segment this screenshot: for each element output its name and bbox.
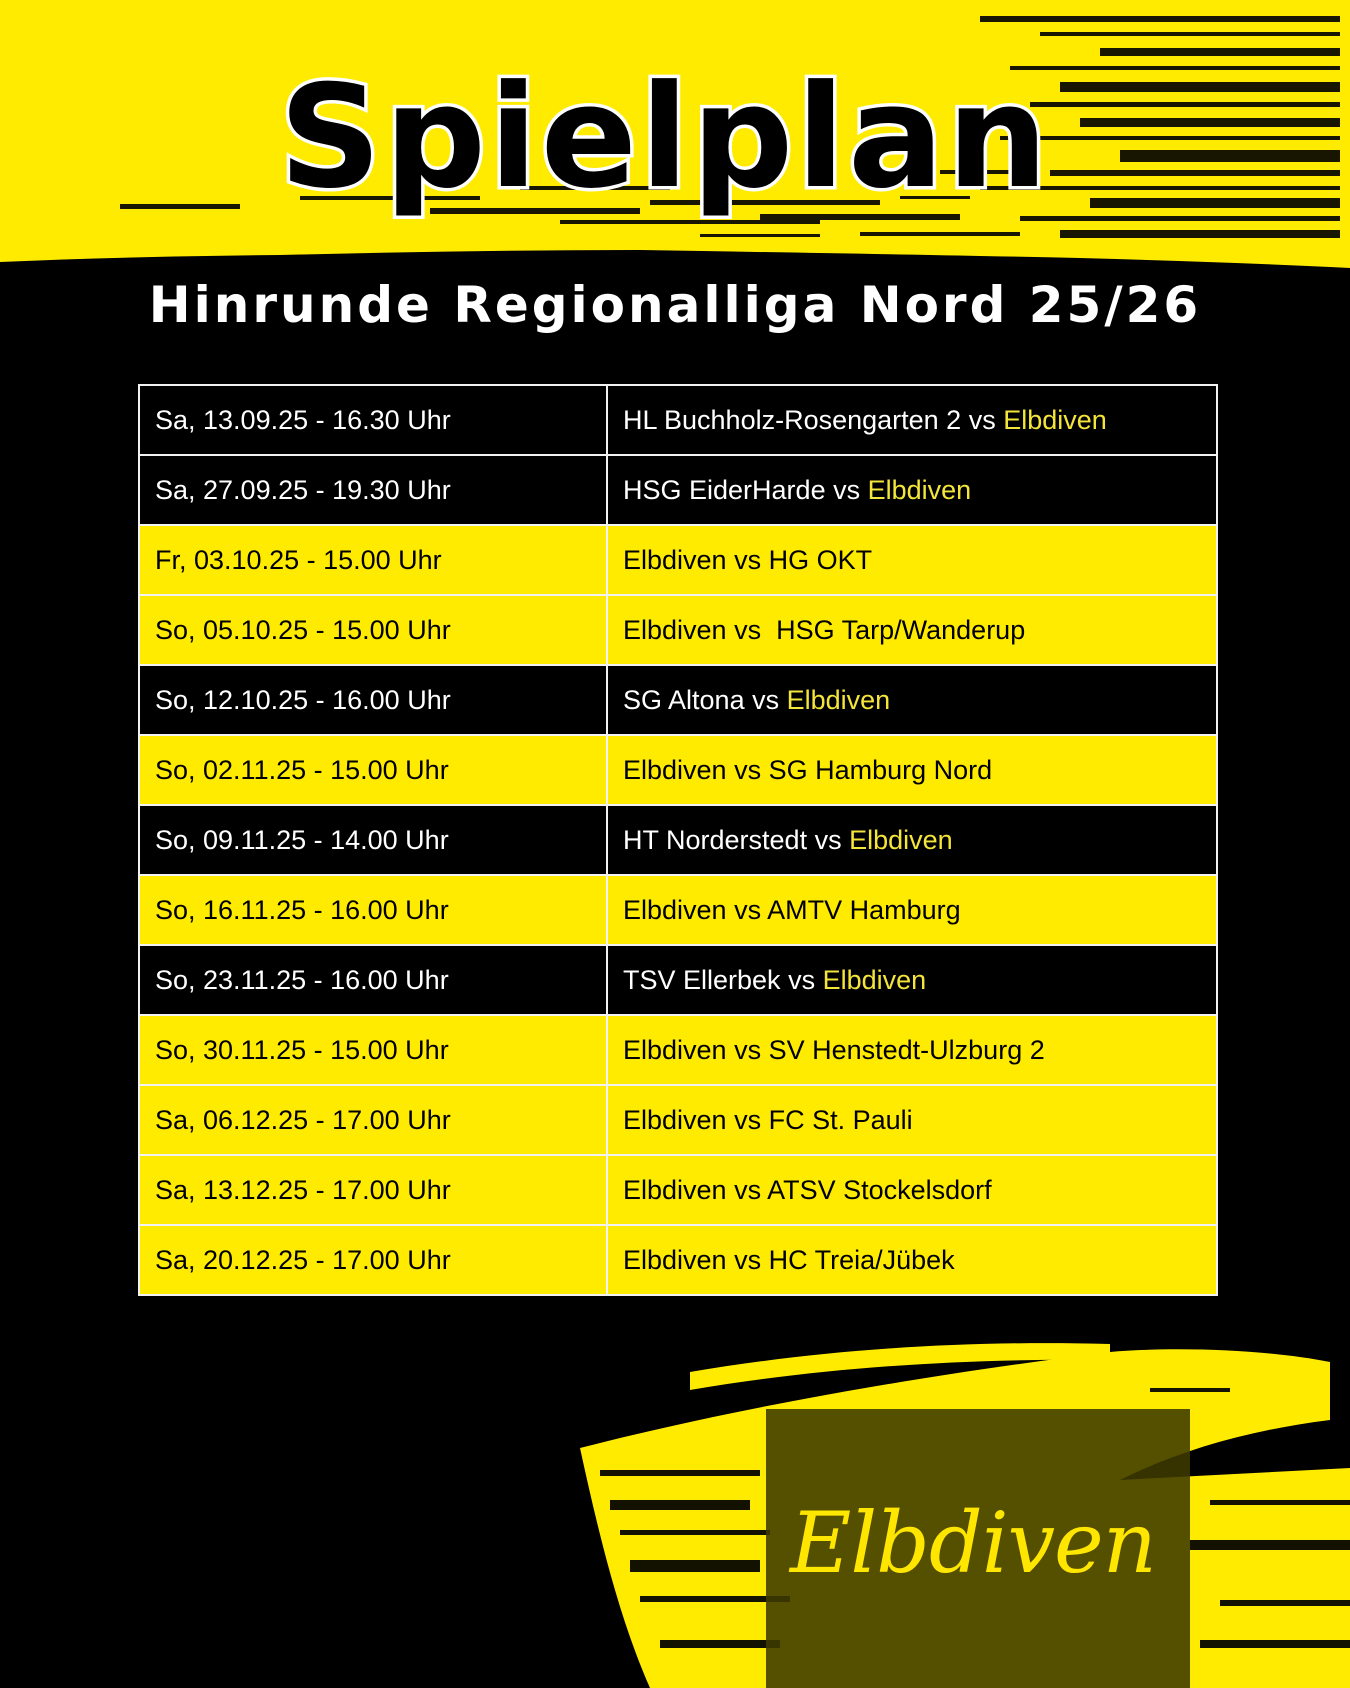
match-pairing: [607, 1155, 1217, 1225]
match-pairing: [607, 1225, 1217, 1295]
away-team: HC Treia/Jübek: [768, 1244, 955, 1275]
versus-label: vs: [726, 754, 769, 785]
schedule-row: [139, 1155, 1217, 1225]
match-date: So, 05.10.25 - 15.00 Uhr: [139, 595, 607, 665]
page-title: Spielplan: [279, 55, 1051, 220]
match-date: Sa, 13.12.25 - 17.00 Uhr: [139, 1155, 607, 1225]
schedule-row: [139, 735, 1217, 805]
schedule-row: [139, 1225, 1217, 1295]
match-date: Sa, 13.09.25 - 16.30 Uhr: [139, 385, 607, 455]
away-team: AMTV Hamburg: [767, 894, 961, 925]
schedule-row: [139, 665, 1217, 735]
match-pairing: [607, 665, 1217, 735]
schedule-row: [139, 875, 1217, 945]
versus-label: vs: [726, 1244, 769, 1275]
versus-label: vs: [726, 614, 777, 645]
home-team: Elbdiven: [623, 1174, 727, 1205]
versus-label: vs: [726, 1174, 768, 1205]
schedule-row: [139, 945, 1217, 1015]
home-team: Elbdiven: [623, 1244, 727, 1275]
away-team: Elbdiven: [849, 824, 953, 855]
match-date: So, 12.10.25 - 16.00 Uhr: [139, 665, 607, 735]
schedule-table: [138, 384, 1218, 1296]
match-date: So, 02.11.25 - 15.00 Uhr: [139, 735, 607, 805]
match-date: So, 09.11.25 - 14.00 Uhr: [139, 805, 607, 875]
match-date: Sa, 06.12.25 - 17.00 Uhr: [139, 1085, 607, 1155]
home-team: TSV Ellerbek: [623, 964, 781, 995]
match-pairing: [607, 1085, 1217, 1155]
away-team: HSG Tarp/Wanderup: [776, 614, 1026, 645]
match-date: So, 23.11.25 - 16.00 Uhr: [139, 945, 607, 1015]
home-team: Elbdiven: [623, 754, 727, 785]
schedule-row: [139, 595, 1217, 665]
away-team: Elbdiven: [786, 684, 891, 715]
match-pairing: [607, 735, 1217, 805]
match-date: So, 30.11.25 - 15.00 Uhr: [139, 1015, 607, 1085]
match-date: Fr, 03.10.25 - 15.00 Uhr: [139, 525, 607, 595]
schedule-row: [139, 525, 1217, 595]
match-pairing: [607, 945, 1217, 1015]
match-pairing: [607, 1015, 1217, 1085]
match-pairing: [607, 385, 1217, 455]
home-team: HT Norderstedt: [623, 824, 808, 855]
versus-label: vs: [726, 1034, 769, 1065]
elbdiven-logo: Elbdiven: [790, 1494, 1156, 1592]
home-team: Elbdiven: [623, 894, 727, 925]
match-pairing: [607, 875, 1217, 945]
match-pairing: [607, 805, 1217, 875]
away-team: ATSV Stockelsdorf: [767, 1174, 992, 1205]
match-pairing: [607, 525, 1217, 595]
schedule-row: [139, 385, 1217, 455]
match-pairing: [607, 595, 1217, 665]
versus-label: vs: [726, 894, 768, 925]
schedule-row: [139, 805, 1217, 875]
match-date: Sa, 27.09.25 - 19.30 Uhr: [139, 455, 607, 525]
away-team: Elbdiven: [1003, 404, 1107, 435]
versus-label: vs: [807, 824, 850, 855]
match-date: Sa, 20.12.25 - 17.00 Uhr: [139, 1225, 607, 1295]
versus-label: vs: [726, 1104, 769, 1135]
match-pairing: [607, 455, 1217, 525]
page-subtitle: Hinrunde Regionalliga Nord 25/26: [148, 276, 1202, 334]
schedule-row: [139, 455, 1217, 525]
schedule-row: [139, 1015, 1217, 1085]
away-team: SV Henstedt-Ulzburg 2: [768, 1034, 1045, 1065]
home-team: Elbdiven: [623, 544, 727, 575]
home-team: Elbdiven: [623, 1034, 727, 1065]
home-team: SG Altona: [623, 684, 745, 715]
schedule-row: [139, 1085, 1217, 1155]
away-team: SG Hamburg Nord: [768, 754, 993, 785]
versus-label: vs: [961, 404, 1004, 435]
home-team: HL Buchholz-Rosengarten 2: [623, 404, 962, 435]
away-team: HG OKT: [768, 544, 873, 575]
home-team: Elbdiven: [623, 1104, 727, 1135]
schedule-body: [139, 385, 1217, 1295]
home-team: HSG EiderHarde: [623, 474, 826, 505]
versus-label: vs: [825, 474, 868, 505]
versus-label: vs: [780, 964, 823, 995]
versus-label: vs: [726, 544, 769, 575]
away-team: Elbdiven: [822, 964, 927, 995]
away-team: FC St. Pauli: [768, 1104, 913, 1135]
match-date: So, 16.11.25 - 16.00 Uhr: [139, 875, 607, 945]
versus-label: vs: [744, 684, 787, 715]
away-team: Elbdiven: [867, 474, 972, 505]
home-team: Elbdiven: [623, 614, 727, 645]
